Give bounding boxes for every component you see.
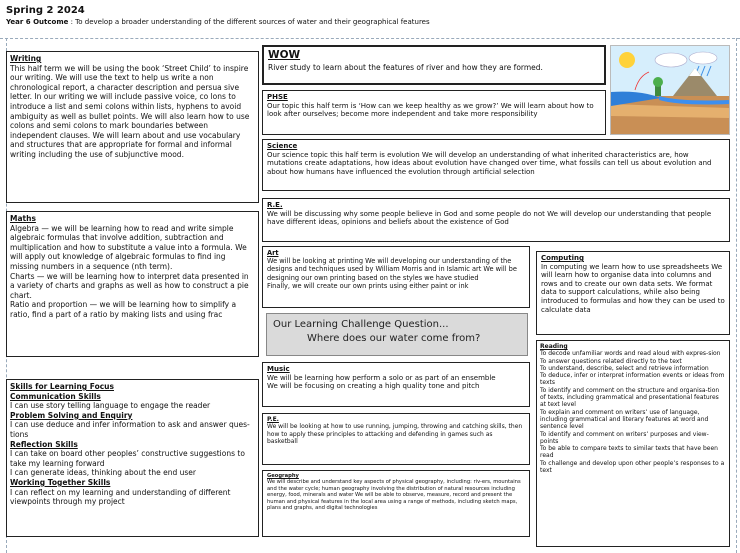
- computing-title: Computing: [541, 254, 584, 262]
- science-title: Science: [267, 142, 298, 150]
- pe-title: P.E.: [267, 416, 279, 423]
- outcome-text: : To develop a broader understanding of the different sources of water and their geographical features: [68, 18, 430, 26]
- skills-box: [6, 379, 259, 537]
- challenge-line-1: Our Learning Challenge Question...: [273, 319, 449, 330]
- reading-item: To decode unfamiliar words and read aloud with expres-sion: [540, 350, 721, 358]
- header: [6, 4, 646, 27]
- pe-text: We will be looking at how to use running, jumping, throwing and catching skills, then how to apply these principles to attacking and defending in games such as basketball: [267, 423, 523, 445]
- maths-title: Maths: [10, 214, 36, 223]
- reading-item: To be able to compare texts to similar texts that have been read: [540, 445, 718, 460]
- wow-box: [262, 45, 606, 85]
- learning-challenge-box: [266, 313, 528, 356]
- guide-line-top: [0, 38, 740, 39]
- wow-title: WOW: [268, 49, 301, 61]
- geography-text: We will describe and understand key aspects of physical geography, including: riv-ers, mountains and the water cycle; human geography involving the distribution of natural resources including energy, food, minerals and water We will be able to observe, measure, record and present the human and physical features in the local area using a range of methods, including sketch maps, plans and graphs, and digital technologies: [267, 479, 521, 512]
- term-title: Spring 2 2024: [6, 5, 85, 16]
- maths-text: Algebra — we will be learning how to read and write simple algebraic formulas that involve addition, subtraction and multiplication and how to substitute a value into a formula. We will apply out knowledge of algebraic formulas to find ing missing numbers in a sequence (nth term). Charts — we will be learning how to interpret data presented in a variety of charts and graphs as well as how to construct a pie chart. Ratio and proportion — we will be learning how to simplify a ratio, find a part of a ratio by making lists and using frac: [10, 223, 249, 319]
- reading-title: Reading: [540, 343, 568, 350]
- music-box: [262, 362, 530, 407]
- reading-item: To identify and comment on the structure and organisa-tion of texts, including grammatical and presentational features at text level: [540, 386, 720, 409]
- reading-item: To answer questions related directly to the text: [540, 357, 682, 365]
- writing-box: [6, 51, 259, 203]
- year-outcome: [6, 17, 646, 27]
- pe-box: [262, 413, 530, 465]
- computing-box: [536, 251, 730, 335]
- outcome-label: Year 6 Outcome: [6, 18, 69, 26]
- skills-text-working-together: I can reflect on my learning and understanding of different viewpoints through my project: [10, 487, 231, 507]
- art-text: We will be looking at printing We will developing our understanding of the designs and techniques used by William Morris and in Islamic art We will be designing our own printing based on the styles we have studied Finally, we will create our own prints using either paint or ink: [267, 257, 517, 290]
- water-cycle-icon: [611, 46, 729, 134]
- computing-text: In computing we learn how to use spreadsheets We will learn how to organise data into columns and rows and to create our own data sets. We format data to support calculations, while also being introduced to formulas and how they can be used to calculate data: [541, 262, 725, 314]
- skills-text-reflection: I can take on board other peoples’ constructive suggestions to take my learning forward I can generate ideas, thinking about the end user: [10, 449, 245, 478]
- science-box: [262, 139, 730, 191]
- skills-heading-working-together: Working Together Skills: [10, 477, 111, 487]
- reading-item: To challenge and develop upon other people’s responses to a text: [540, 459, 725, 475]
- skills-text-problem-solving: I can use deduce and infer information to ask and answer ques-tions: [10, 420, 250, 439]
- re-box: [262, 198, 730, 242]
- challenge-line-2: Where does our water come from?: [307, 333, 481, 344]
- reading-item: To explain and comment on writers’ use of language, including grammatical and literary features at word and sentence level: [540, 408, 709, 431]
- skills-heading-reflection: Reflection Skills: [10, 439, 78, 449]
- reading-item: To deduce, infer or interpret information events or ideas from texts: [540, 372, 725, 387]
- maths-box: [6, 211, 259, 357]
- wow-text: River study to learn about the features of river and how they are formed.: [268, 63, 543, 72]
- skills-text-communication: I can use story telling language to engage the reader: [10, 401, 211, 411]
- writing-text: This half term we will be using the book ‘Street Child’ to inspire our writing. We will use the text to help us write a non chronological report, a character description and persua sive letter. In our writing we will include passive voice, co lons to introduce a list and semi colons within lists, hyphens to avoid ambiguity as well as bullet points. We will also learn how to use colons and semi colons to mark boundaries between independent clauses. We will learn about and use vocabulary and structures that are appropriate for formal and informal writing including the use of subjunctive mood.: [10, 63, 250, 159]
- reading-item: To identify and comment on writers’ purposes and view-points: [540, 430, 709, 445]
- skills-list: [10, 392, 255, 507]
- reading-item: To understand, describe, select and retrieve information: [540, 364, 709, 372]
- skills-heading-problem-solving: Problem Solving and Enquiry: [10, 410, 133, 420]
- science-text: Our science topic this half term is evolution We will develop an understanding of what inherited characteristics are, how mutations create adaptations, how ideas about evolution have changed over time, what fossils can tell us about evolution and about how humans have influenced the evolution through artificial selection: [267, 150, 712, 176]
- guide-line-right: [736, 38, 737, 553]
- art-title: Art: [267, 249, 279, 257]
- re-text: We will be discussing why some people believe in God and some people do not We will develop our understanding that people have different ideas, opinions and beliefs about the existence of God: [267, 209, 712, 227]
- re-title: R.E.: [267, 201, 283, 209]
- art-box: [262, 246, 530, 308]
- writing-title: Writing: [10, 54, 42, 63]
- geography-title: Geography: [267, 473, 299, 479]
- pshe-text: Our topic this half term is ‘How can we keep healthy as we grow?’ We will learn about how to look after ourselves; become more independent and take more responsibility: [267, 101, 594, 119]
- geography-box: [262, 470, 530, 537]
- skills-title: Skills for Learning Focus: [10, 382, 114, 391]
- music-text: We will be learning how perform a solo or as part of an ensemble We will be focusing on creating a high quality tone and pitch: [267, 373, 496, 391]
- skills-heading-communication: Communication Skills: [10, 391, 101, 401]
- water-cycle-image: [610, 45, 730, 135]
- pshe-box: [262, 90, 606, 135]
- reading-list: [540, 350, 726, 474]
- music-title: Music: [267, 365, 290, 373]
- reading-box: [536, 340, 730, 547]
- pshe-title: PHSE: [267, 93, 288, 101]
